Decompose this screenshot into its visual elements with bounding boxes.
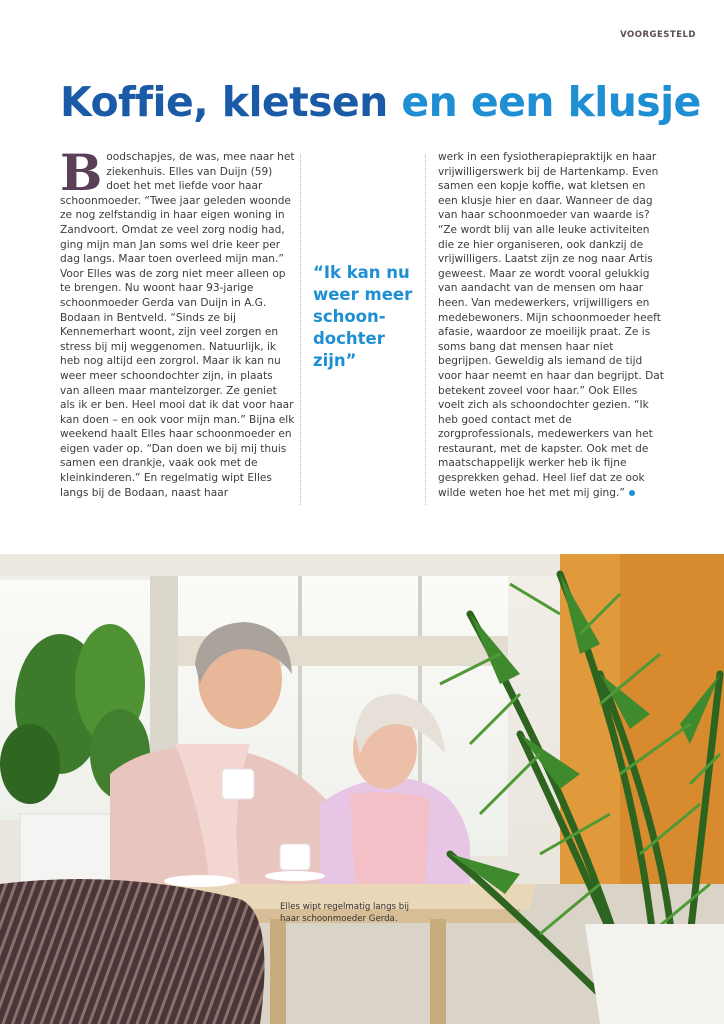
column-divider-right bbox=[425, 155, 426, 505]
article-title bbox=[60, 78, 701, 126]
photo-caption: Elles wipt regelmatig langs bij haar schoonmoeder Gerda. bbox=[280, 902, 410, 924]
title-part-1: Koffie, kletsen bbox=[60, 78, 388, 126]
section-tag: VOORGESTELD bbox=[620, 30, 696, 40]
pull-quote: “Ik kan nu weer meer schoon-dochter zijn” bbox=[313, 263, 413, 370]
title-part-2: en een klusje bbox=[401, 78, 701, 126]
photo-illustration bbox=[0, 554, 724, 1024]
column-2-text: werk in een fysiotherapiepraktijk en haar vrijwilligerswerk bij de Hartenkamp. Even samen een kopje koffie, wat kletsen en een klusje hier en daar. Wanneer de dag van haar schoonmoeder van waarde is? “Ze wordt blij van alle leuke activiteiten die ze hier organiseren, ook dankzij de vrijwilligers. Laatst zijn ze nog naar Artis geweest. Maar ze wordt vooral gelukkig van aandacht van de mensen om haar heen. Van medewerkers, vrijwilligers en medebewoners. Mijn schoonmoeder heeft afasie, waardoor ze moeilijk praat. Ze is soms bang dat mensen haar niet begrijpen. Geweldig als iemand de tijd voor haar neemt en haar dan begrijpt. Dat betekent zoveel voor haar.” Ook Elles voelt zich als schoondochter gezien. “Ik heb goed contact met de zorgprofessionals, medewerkers van het restaurant, met de kapster. Ook met de maatschappelijk werker heb ik fijne gesprekken gehad. Heel lief dat ze ook wilde weten hoe het met mij ging.” bbox=[438, 151, 664, 499]
end-mark-icon bbox=[629, 490, 635, 496]
article-column-1 bbox=[60, 143, 295, 500]
drop-cap: B bbox=[60, 143, 103, 202]
column-2-text-wrap bbox=[438, 150, 666, 500]
column-divider-left bbox=[300, 155, 301, 505]
column-1-text: oodschapjes, de was, mee naar het ziekenhuis. Elles van Duijn (59) doet het met liefde voor haar schoonmoeder. “Twee jaar geleden woonde ze nog zelfstandig in haar eigen woning in Zandvoort. Omdat ze veel zorg nodig had, ging mijn man Jan soms wel drie keer per dag langs. Maar toen overleed mijn man.” Voor Elles was de zorg niet meer alleen op te brengen. Nu woont haar 93-jarige schoonmoeder Gerda van Duijn in A.G. Bodaan in Bentveld. “Sinds ze bij Kennemerhart woont, zijn veel zorgen en stress bij mij weggenomen. Natuurlijk, ik heb nog altijd een zorgrol. Maar ik kan nu weer meer schoondochter zijn, in plaats van alleen maar mantelzorger. Ze geniet als ik er ben. Heel mooi dat ik dat voor haar kan doen – en ook voor mijn man.” Bijna elk weekend haalt Elles haar schoonmoeder en eigen vader op. “Dan doen we bij mij thuis samen een drankje, vaak ook met de kleinkinderen.” En regelmatig wipt Elles langs bij de Bodaan, naast haar bbox=[60, 151, 295, 499]
article-photo bbox=[0, 554, 724, 1024]
article-column-2 bbox=[438, 150, 666, 500]
